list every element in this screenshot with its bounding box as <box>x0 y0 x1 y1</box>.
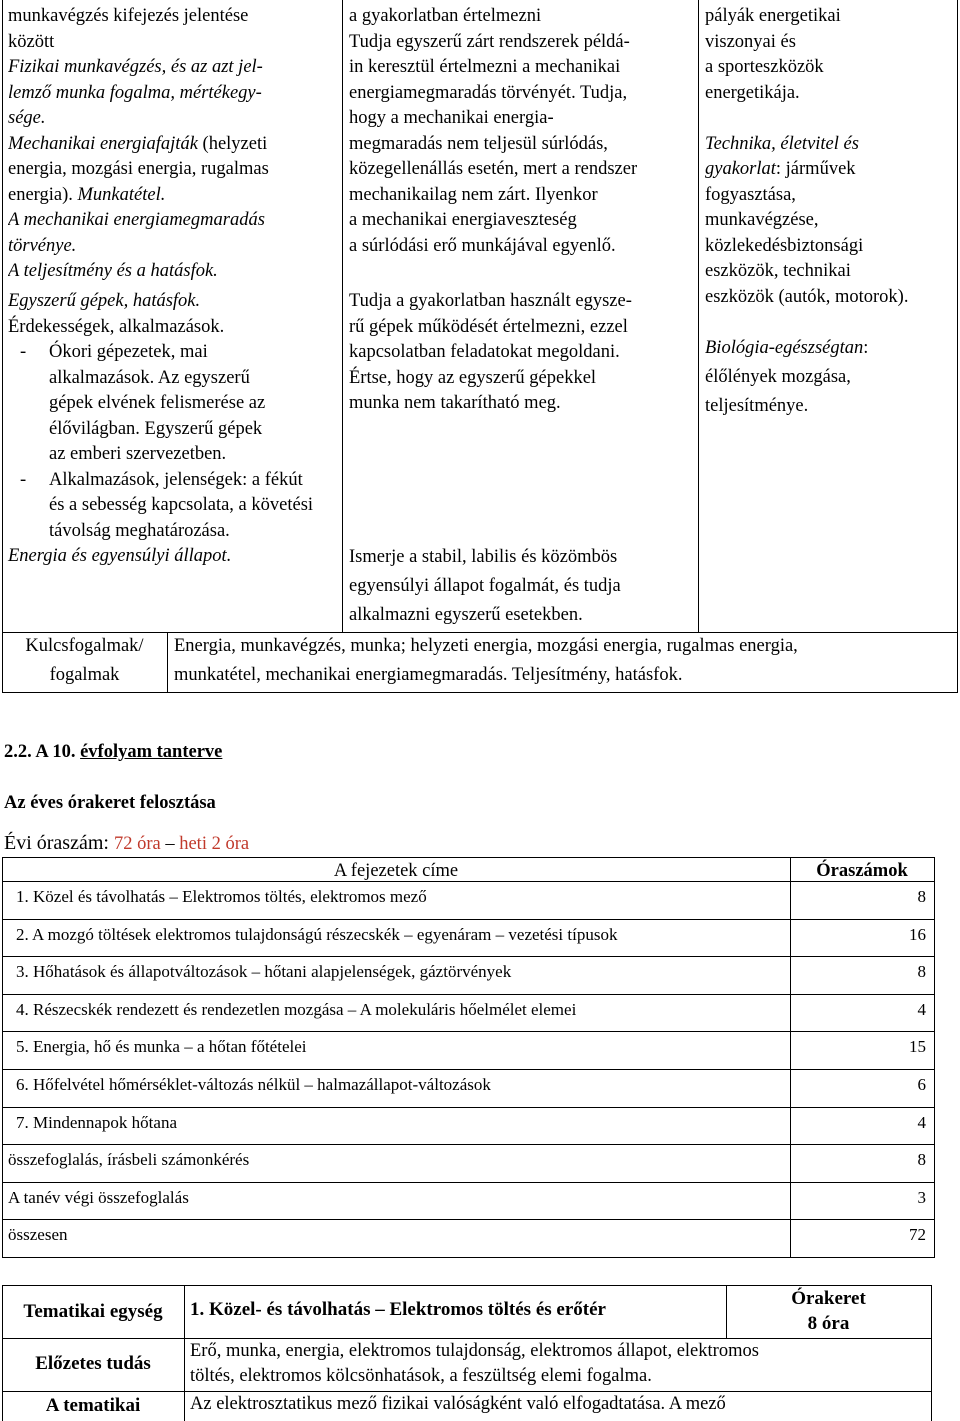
key-concepts-text: munkatétel, mechanikai energiamegmaradás. Teljesítmény, hatásfok. <box>174 665 683 685</box>
annual-hours-label: Évi óraszám: <box>4 832 114 854</box>
text-line: Érdekességek, alkalmazások. <box>8 316 225 337</box>
table-row-title: A tanév végi összefoglalás <box>8 1187 189 1207</box>
text-line <box>705 157 856 183</box>
bullet-line: az emberi szervezetben. <box>49 444 227 464</box>
table-row-title: 5. Energia, hő és munka – a hőtan főtételei <box>16 1037 307 1057</box>
annual-hours-value: 72 óra <box>113 834 161 854</box>
content-column <box>8 4 341 549</box>
table-row-hours: 8 <box>917 887 926 906</box>
subject-label: Biológia-egészségtan <box>705 338 864 358</box>
text-line: Egyszerű gépek, hatásfok. <box>8 291 201 311</box>
table-row-title: 7. Mindennapok hőtana <box>16 1112 177 1132</box>
bullet-line: Alkalmazások, jelenségek: a fékút <box>49 469 303 490</box>
bullet-line: alkalmazások. Az egyszerű <box>49 367 250 388</box>
text-line: eszközök, technikai <box>705 261 851 281</box>
column-header-title: A fejezetek címe <box>333 861 459 881</box>
text-line: in keresztül értelmezni a mechanikai <box>349 57 621 77</box>
subject-label: Technika, életvitel és <box>705 133 859 154</box>
subject-label: gyakorlat <box>705 159 776 179</box>
key-concepts-text: Energia, munkavégzés, munka; helyzeti energia, mozgási energia, rugalmas energia, <box>174 636 798 656</box>
key-concepts-label: fogalmak <box>49 665 120 685</box>
table-row-title: 3. Hőhatások és állapotváltozások – hőtani alapjelenségek, gáztörvények <box>16 962 512 982</box>
text-line: a mechanikai energiaveszteség <box>349 210 577 230</box>
text-line: sége. <box>8 108 46 128</box>
text-line: hogy a mechanikai energia- <box>349 108 554 128</box>
annual-hours-dash: – <box>160 834 180 854</box>
sub-heading: Az éves órakeret felosztása <box>4 793 216 813</box>
hours-value: 8 óra <box>807 1313 850 1334</box>
text-suffix: (helyzeti <box>197 133 268 154</box>
table-row-title: összesen <box>8 1225 68 1245</box>
prior-knowledge-label: Előzetes tudás <box>35 1353 151 1374</box>
text-line: munkavégzése, <box>705 210 819 230</box>
text-line: Fizikai munkavégzés, és az azt jel- <box>8 57 263 77</box>
table-row-title: 4. Részecskék rendezett és rendezetlen mozgása – A molekuláris hőelmélet elemei <box>16 999 577 1019</box>
hours-label: Órakeret <box>791 1288 866 1309</box>
text-line: Értse, hogy az egyszerű gépekkel <box>349 367 597 388</box>
table-row-hours: 4 <box>917 999 926 1019</box>
text-line: a súrlódási erő munkájával egyenlő. <box>349 235 616 256</box>
text-line: viszonyai és <box>705 31 796 52</box>
text-line: fogyasztása, <box>705 184 796 205</box>
unit-label: Tematikai egység <box>23 1301 163 1322</box>
bullet-line: és a sebesség kapcsolata, a követési <box>49 495 314 515</box>
text-line: Ismerje a stabil, labilis és közömbös <box>349 547 618 567</box>
text-line: munka nem takarítható meg. <box>349 393 561 413</box>
column-header-hours: Óraszámok <box>816 861 908 881</box>
text-line: közegellenállás esetén, mert a rendszer <box>349 159 638 179</box>
table-row-hours: 16 <box>909 924 926 944</box>
annual-hours <box>4 830 249 857</box>
text-line: a gyakorlatban értelmezni <box>349 6 542 26</box>
table-row-title: 1. Közel és távolhatás – Elektromos töltés, elektromos mező <box>16 887 427 906</box>
text-prefix: energia). <box>8 184 78 205</box>
text-line: energetikája. <box>705 82 800 103</box>
table-row-hours: 6 <box>917 1075 926 1094</box>
bullet-dash: - <box>20 469 27 490</box>
text-line: lemző munka fogalma, mértékegy- <box>8 82 262 103</box>
text-line: A mechanikai energiamegmaradás <box>8 210 265 230</box>
goal-label: A tematikai <box>45 1395 141 1416</box>
unit-title: 1. Közel- és távolhatás – Elektromos töltés és erőtér <box>190 1299 606 1320</box>
text-line: Energia és egyensúlyi állapot. <box>8 546 232 566</box>
italic-term: Mechanikai energiafajták <box>8 133 198 154</box>
key-concepts-label: Kulcsfogalmak/ <box>25 636 144 656</box>
text-line: teljesítménye. <box>705 396 809 416</box>
heading-title: évfolyam tanterve <box>80 742 223 762</box>
table-row-hours: 4 <box>917 1112 926 1132</box>
bullet-line: élővilágban. Egyszerű gépek <box>49 418 263 439</box>
text-line: rű gépek működését értelmezni, ezzel <box>349 316 628 337</box>
text-line: Tudja a gyakorlatban használt egysze- <box>349 291 632 311</box>
text-line: kapcsolatban feladatokat megoldani. <box>349 342 620 362</box>
text-line: mechanikailag nem zárt. Ilyenkor <box>349 184 598 205</box>
text-line <box>705 336 868 362</box>
goal-text: Az elektrosztatikus mező fizikai valóságként való elfogadtatása. A mező <box>190 1394 726 1414</box>
text-line: egyensúlyi állapot fogalmát, és tudja <box>349 576 621 596</box>
text-line: eszközök (autók, motorok). <box>705 286 909 307</box>
text-suffix: : <box>863 338 869 358</box>
heading-number: 2.2. A 10. <box>4 742 81 762</box>
prior-knowledge-text: töltés, elektromos kölcsönhatások, a feszültség elemi fogalma. <box>190 1366 652 1386</box>
text-line: Tudja egyszerű zárt rendszerek példá- <box>349 31 630 52</box>
prior-knowledge-text: Erő, munka, energia, elektromos tulajdonság, elektromos állapot, elektromos <box>190 1341 759 1361</box>
table-row-hours: 8 <box>917 1150 926 1170</box>
text-line: A teljesítmény és a hatásfok. <box>8 261 218 281</box>
bullet-line: Ókori gépezetek, mai <box>49 342 208 362</box>
text-line: energiamegmaradás törvényét. Tudja, <box>349 82 628 103</box>
text-line: közlekedésbiztonsági <box>705 235 864 256</box>
text-suffix: : járművek <box>775 159 856 179</box>
text-line <box>8 132 267 158</box>
table-row-title: 2. A mozgó töltések elektromos tulajdonságú részecskék – egyenáram – vezetési típusok <box>16 924 618 944</box>
italic-term: Munkatétel. <box>77 184 166 205</box>
table-row-title: 6. Hőfelvétel hőmérséklet-változás nélkül – halmazállapot-változások <box>16 1075 491 1094</box>
table-row-hours: 3 <box>917 1187 926 1207</box>
bullet-line: gépek elvének felismerése az <box>49 393 266 413</box>
table-row-hours: 8 <box>917 962 926 982</box>
text-line: munkavégzés kifejezés jelentése <box>8 6 249 26</box>
table-row-hours: 72 <box>909 1225 926 1245</box>
text-line: a sporteszközök <box>705 57 824 77</box>
bullet-dash: - <box>20 342 27 362</box>
text-line: megmaradás nem teljesül súrlódás, <box>349 133 608 154</box>
text-line: között <box>8 31 55 52</box>
text-line: élőlények mozgása, <box>705 367 851 387</box>
weekly-hours-value: heti 2 óra <box>179 834 250 854</box>
table-row-hours: 15 <box>909 1037 926 1057</box>
text-line: pályák energetikai <box>705 6 841 26</box>
text-line <box>8 183 165 209</box>
text-line: törvénye. <box>8 235 77 256</box>
table-row-title: összefoglalás, írásbeli számonkérés <box>8 1150 250 1170</box>
text-line: energia, mozgási energia, rugalmas <box>8 159 269 179</box>
section-heading <box>4 740 222 766</box>
bullet-line: távolság meghatározása. <box>49 520 230 541</box>
text-line: alkalmazni egyszerű esetekben. <box>349 605 583 625</box>
